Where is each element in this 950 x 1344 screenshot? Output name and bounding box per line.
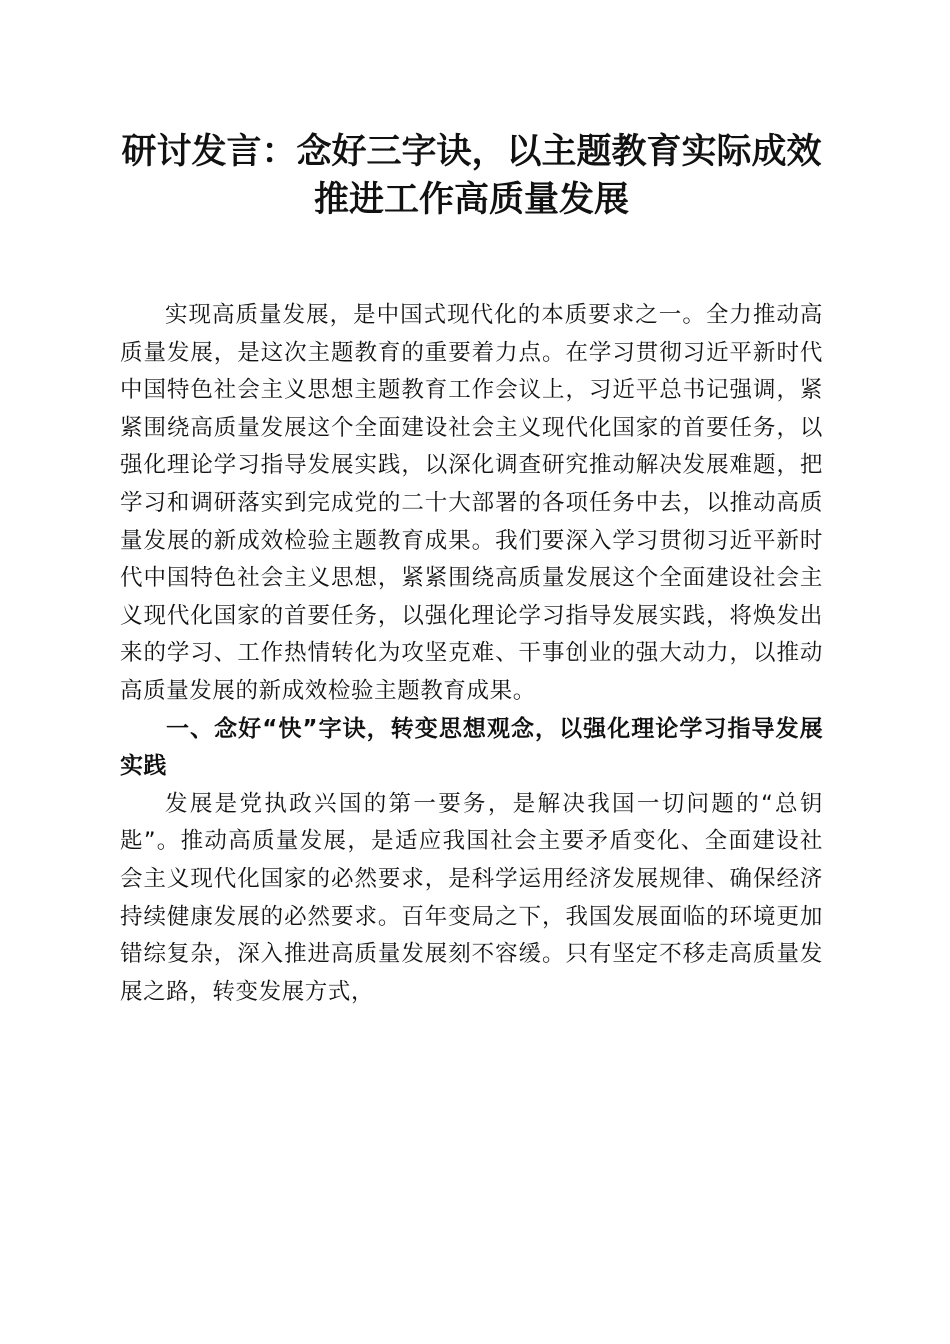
- title-line-1: 研讨发言：念好三字诀，以主题教育实际成效: [121, 131, 822, 172]
- title-spacing: [120, 224, 823, 297]
- intro-paragraph: 实现高质量发展，是中国式现代化的本质要求之一。全力推动高质量发展，是这次主题教育的重要着力点。在学习贯彻习近平新时代中国特色社会主义思想主题教育工作会议上，习近平总书记强调，紧紧围绕高质量发展这个全面建设社会主义现代化国家的首要任务，以强化理论学习指导发展实践，以深化调查研究推动解决发展难题，把学习和调研落实到完成党的二十大部署的各项任务中去，以推动高质量发展的新成效检验主题教育成果。我们要深入学习贯彻习近平新时代中国特色社会主义思想，紧紧围绕高质量发展这个全面建设社会主义现代化国家的首要任务，以强化理论学习指导发展实践，将焕发出来的学习、工作热情转化为攻坚克难、干事创业的强大动力，以推动高质量发展的新成效检验主题教育成果。: [120, 302, 823, 704]
- section-1-paragraph: 发展是党执政兴国的第一要务，是解决我国一切问题的“总钥匙”。推动高质量发展，是适应我国社会主要矛盾变化、全面建设社会主义现代化国家的必然要求，是科学运用经济发展规律、确保经济持续健康发展的必然要求。百年变局之下，我国发展面临的环境更加错综复杂，深入推进高质量发展刻不容缓。只有坚定不移走高质量发展之路，转变发展方式，: [120, 790, 823, 1005]
- section-heading-1: 一、念好“快”字诀，转变思想观念，以强化理论学习指导发展实践: [120, 715, 823, 780]
- title-line-2: 推进工作高质量发展: [313, 179, 629, 220]
- document-page: [120, 128, 823, 1011]
- document-title: [120, 128, 823, 224]
